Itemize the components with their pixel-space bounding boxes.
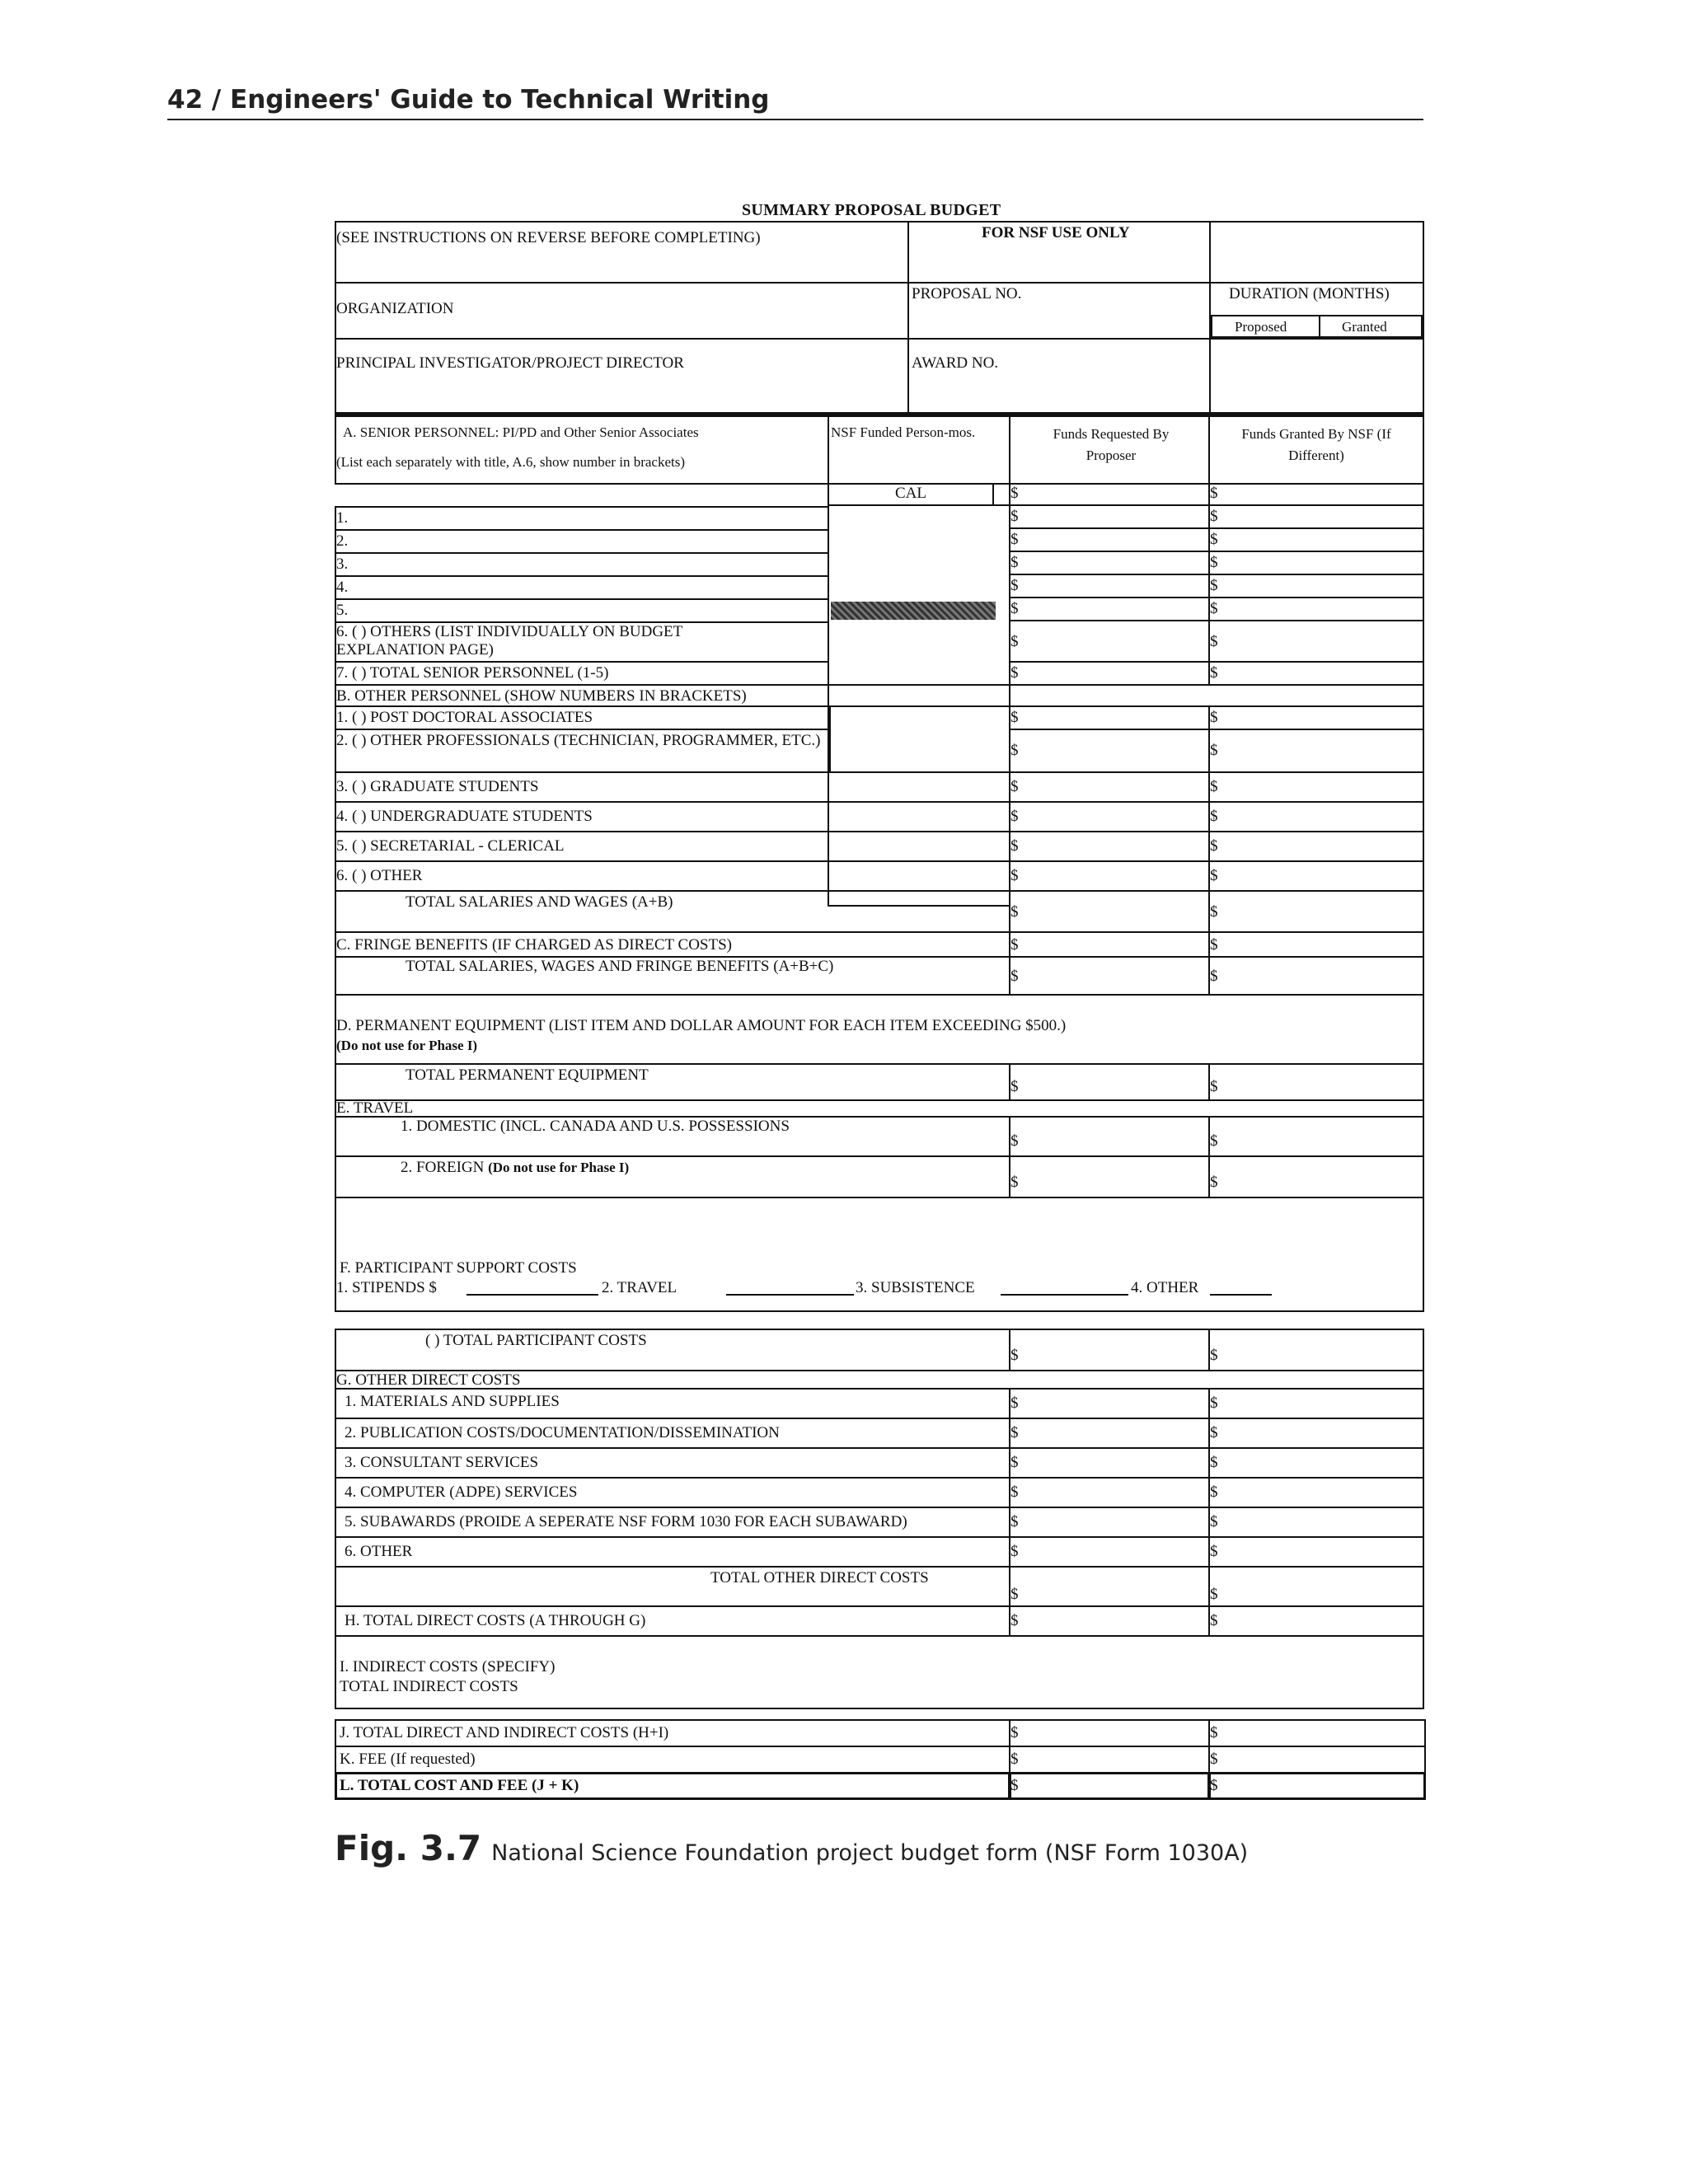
dollar-sign: $ (1010, 867, 1019, 884)
dollar-sign: $ (1210, 778, 1218, 795)
sec-d-label: D. PERMANENT EQUIPMENT (LIST ITEM AND DOLLAR AMOUNT FOR EACH ITEM EXCEEDING $500.) (336, 1017, 1067, 1034)
dollar-sign: $ (1010, 936, 1019, 954)
pi-label: PRINCIPAL INVESTIGATOR/PROJECT DIRECTOR (336, 354, 684, 372)
dollar-sign: $ (1210, 1132, 1218, 1150)
b6-row[interactable] (335, 860, 1010, 892)
e2-label (401, 1159, 629, 1177)
dollar-sign: $ (1010, 1347, 1019, 1364)
a2-requested[interactable] (1009, 527, 1210, 552)
dollar-sign: $ (1010, 1454, 1019, 1471)
sec-l-label: L. TOTAL COST AND FEE (J + K) (340, 1777, 579, 1794)
dollar-sign: $ (1010, 664, 1019, 682)
b4-requested[interactable] (1009, 801, 1210, 832)
dollar-sign: $ (1010, 1750, 1019, 1768)
a6-requested[interactable] (1009, 620, 1210, 663)
a6-granted[interactable] (1208, 620, 1424, 663)
sec-e-label: E. TRAVEL (336, 1099, 414, 1117)
figure-label: Fig. 3.7 (335, 1828, 482, 1868)
g6-row[interactable] (335, 1536, 1010, 1568)
sec-c-label: C. FRINGE BENEFITS (IF CHARGED AS DIRECT COSTS) (336, 936, 732, 954)
dollar-sign: $ (1210, 1586, 1218, 1603)
sec-j-label: J. TOTAL DIRECT AND INDIRECT COSTS (H+I) (340, 1724, 669, 1741)
total-other-direct-granted[interactable] (1208, 1566, 1424, 1607)
dollar-sign: $ (1210, 1394, 1218, 1412)
total-salaries-label: TOTAL SALARIES AND WAGES (A+B) (406, 893, 673, 911)
dollar-sign: $ (1210, 633, 1218, 650)
b2-label: 2. ( ) OTHER PROFESSIONALS (TECHNICIAN, PROGRAMMER, ETC.) (336, 732, 821, 749)
dollar-sign: $ (1210, 1174, 1218, 1191)
b-person-mos-block (829, 705, 1010, 773)
dollar-sign: $ (1010, 1724, 1019, 1741)
nsf-use-only-text: FOR NSF USE ONLY (982, 224, 1130, 241)
g3-requested[interactable] (1009, 1447, 1210, 1479)
g2-granted[interactable] (1208, 1418, 1424, 1449)
dollar-sign: $ (1210, 1724, 1218, 1741)
organization-label: ORGANIZATION (336, 300, 454, 317)
dollar-sign: $ (1210, 968, 1218, 985)
dollar-sign: $ (1210, 664, 1218, 682)
b5-requested[interactable] (1009, 831, 1210, 862)
page-header: 42 / Engineers' Guide to Technical Writing (167, 86, 1423, 120)
f-subsistence-blank[interactable] (1001, 1294, 1128, 1296)
a-cal-requested[interactable] (1009, 483, 1210, 506)
budget-form (335, 221, 1424, 1802)
dollar-sign: $ (1010, 709, 1019, 726)
b3-granted[interactable] (1208, 771, 1424, 803)
dollar-sign: $ (1010, 837, 1019, 855)
dollar-sign: $ (1010, 1513, 1019, 1530)
b2-granted[interactable] (1208, 729, 1424, 773)
dollar-sign: $ (1210, 808, 1218, 825)
dollar-sign: $ (1010, 531, 1019, 548)
dollar-sign: $ (1210, 531, 1218, 548)
sec-k-granted[interactable] (1208, 1746, 1426, 1774)
dollar-sign: $ (1010, 742, 1019, 759)
a-row-3-label: 3. (336, 555, 349, 573)
dollar-sign: $ (1210, 1454, 1218, 1471)
dollar-sign: $ (1210, 1424, 1218, 1441)
b3-requested[interactable] (1009, 771, 1210, 803)
sec-h-granted[interactable] (1208, 1605, 1424, 1637)
g2-requested[interactable] (1009, 1418, 1210, 1449)
e1-requested[interactable] (1009, 1116, 1210, 1157)
sec-j-requested[interactable] (1009, 1719, 1210, 1747)
total-participant-label: ( ) TOTAL PARTICIPANT COSTS (425, 1332, 647, 1349)
pi-field[interactable] (335, 338, 909, 414)
b1-requested[interactable] (1009, 705, 1210, 730)
dollar-sign: $ (1010, 778, 1019, 795)
dollar-sign: $ (1210, 1483, 1218, 1501)
a7-granted[interactable] (1208, 661, 1424, 686)
dollar-sign: $ (1210, 709, 1218, 726)
b6-requested[interactable] (1009, 860, 1210, 892)
a-row-3[interactable] (335, 552, 829, 577)
a-row-7-label: 7. ( ) TOTAL SENIOR PERSONNEL (1-5) (336, 664, 609, 682)
sec-k-label: K. FEE (If requested) (340, 1750, 476, 1768)
dollar-sign: $ (1210, 742, 1218, 759)
e2-granted[interactable] (1208, 1155, 1424, 1198)
b2-requested[interactable] (1009, 729, 1210, 773)
total-other-direct-requested[interactable] (1009, 1566, 1210, 1607)
dollar-sign: $ (1210, 1750, 1218, 1768)
a1-requested[interactable] (1009, 504, 1210, 529)
a5-granted[interactable] (1208, 597, 1424, 621)
dollar-sign: $ (1010, 1174, 1019, 1191)
g3-granted[interactable] (1208, 1447, 1424, 1479)
dollar-sign: $ (1010, 1612, 1019, 1629)
b3-label: 3. ( ) GRADUATE STUDENTS (336, 778, 539, 795)
sec-g-label: G. OTHER DIRECT COSTS (336, 1371, 521, 1389)
sec-l-granted[interactable] (1208, 1772, 1426, 1800)
total-equip-label: TOTAL PERMANENT EQUIPMENT (406, 1066, 649, 1084)
a4-requested[interactable] (1009, 574, 1210, 598)
dollar-sign: $ (1210, 600, 1218, 617)
b4-label: 4. ( ) UNDERGRADUATE STUDENTS (336, 808, 593, 825)
b5-label: 5. ( ) SECRETARIAL - CLERICAL (336, 837, 565, 855)
a-row-5[interactable] (335, 598, 829, 623)
sec-h-requested[interactable] (1009, 1605, 1210, 1637)
dollar-sign: $ (1210, 1612, 1218, 1629)
b1-granted[interactable] (1208, 705, 1424, 730)
dollar-sign: $ (1010, 1394, 1019, 1412)
g6-requested[interactable] (1009, 1536, 1210, 1568)
dollar-sign: $ (1210, 508, 1218, 525)
dollar-sign: $ (1210, 1777, 1218, 1794)
sec-e-title-row (335, 1099, 1424, 1118)
total-participant-granted[interactable] (1208, 1329, 1424, 1371)
g4-requested[interactable] (1009, 1477, 1210, 1508)
total-equip-requested[interactable] (1009, 1063, 1210, 1101)
sec-i-label: I. INDIRECT COSTS (SPECIFY) (340, 1658, 556, 1675)
dollar-sign: $ (1210, 1347, 1218, 1364)
award-no-label: AWARD NO. (912, 354, 999, 372)
total-indirect-label: TOTAL INDIRECT COSTS (340, 1678, 518, 1695)
dollar-sign: $ (1210, 577, 1218, 594)
award-no-field[interactable] (907, 338, 1211, 414)
a-row-1[interactable] (335, 506, 829, 531)
g5-label: 5. SUBAWARDS (PROIDE A SEPERATE NSF FORM 1030 FOR EACH SUBAWARD) (345, 1513, 907, 1530)
dollar-sign: $ (1210, 1513, 1218, 1530)
a-cal-granted[interactable] (1208, 483, 1424, 506)
e2-requested[interactable] (1009, 1155, 1210, 1198)
award-blank-cell (1209, 338, 1424, 414)
g5-requested[interactable] (1009, 1507, 1210, 1538)
a-row-2-label: 2. (336, 532, 349, 550)
dollar-sign: $ (1010, 508, 1019, 525)
f-travel-blank[interactable] (726, 1294, 854, 1296)
total-salaries-requested[interactable] (1009, 890, 1210, 933)
total-other-direct-label: TOTAL OTHER DIRECT COSTS (710, 1569, 929, 1586)
dollar-sign: $ (1210, 1078, 1218, 1095)
g1-label: 1. MATERIALS AND SUPPLIES (345, 1393, 560, 1410)
a2-granted[interactable] (1208, 527, 1424, 552)
sec-a-note: (List each separately with title, A.6, show number in brackets) (336, 454, 685, 470)
g3-label: 3. CONSULTANT SERVICES (345, 1454, 539, 1471)
dollar-sign: $ (1010, 1483, 1019, 1501)
f-travel-label: 2. TRAVEL (602, 1279, 678, 1296)
a4-granted[interactable] (1208, 574, 1424, 598)
dollar-sign: $ (1210, 867, 1218, 884)
dollar-sign: $ (1210, 903, 1218, 921)
dollar-sign: $ (1010, 903, 1019, 921)
a5-requested[interactable] (1009, 597, 1210, 621)
g6-label: 6. OTHER (345, 1543, 413, 1560)
sec-b-title: B. OTHER PERSONNEL (SHOW NUMBERS IN BRACKETS) (336, 687, 747, 705)
shaded-cell (831, 602, 996, 620)
sec-a-title: A. SENIOR PERSONNEL: PI/PD and Other Senior Associates (343, 424, 699, 440)
a-row-4-label: 4. (336, 579, 349, 596)
dollar-sign: $ (1210, 554, 1218, 571)
dollar-sign: $ (1210, 936, 1218, 954)
sec-d-note: (Do not use for Phase I) (336, 1038, 478, 1053)
sec-j-granted[interactable] (1208, 1719, 1426, 1747)
sec-f-label: F. PARTICIPANT SUPPORT COSTS (340, 1259, 577, 1277)
dollar-sign: $ (1210, 485, 1218, 502)
total-salaries-granted[interactable] (1208, 890, 1424, 933)
sec-c-requested[interactable] (1009, 931, 1210, 958)
a3-requested[interactable] (1009, 551, 1210, 575)
duration-proposed-label: Proposed (1235, 319, 1287, 335)
b1-label: 1. ( ) POST DOCTORAL ASSOCIATES (336, 709, 593, 726)
dollar-sign: $ (1010, 633, 1019, 650)
a-row-2[interactable] (335, 529, 829, 554)
f-stipends-blank[interactable] (467, 1294, 598, 1296)
g4-granted[interactable] (1208, 1477, 1424, 1508)
g4-label: 4. COMPUTER (ADPE) SERVICES (345, 1483, 578, 1501)
dollar-sign: $ (1010, 485, 1019, 502)
total-sal-fringe-granted[interactable] (1208, 956, 1424, 996)
instructions-text: (SEE INSTRUCTIONS ON REVERSE BEFORE COMPLETING) (336, 229, 761, 246)
g6-granted[interactable] (1208, 1536, 1424, 1568)
figure-text: National Science Foundation project budget form (NSF Form 1030A) (491, 1840, 1249, 1866)
f-other-label: 4. OTHER (1131, 1279, 1199, 1296)
dollar-sign: $ (1210, 1543, 1218, 1560)
duration-label: DURATION (MONTHS) (1229, 285, 1390, 302)
b4-granted[interactable] (1208, 801, 1424, 832)
dollar-sign: $ (1010, 808, 1019, 825)
f-other-blank[interactable] (1210, 1294, 1272, 1296)
a1-granted[interactable] (1208, 504, 1424, 529)
dollar-sign: $ (1010, 1424, 1019, 1441)
nsf-use-blank-cell (1209, 221, 1424, 284)
e2-note: (Do not use for Phase I) (488, 1160, 630, 1175)
b5-granted[interactable] (1208, 831, 1424, 862)
dollar-sign: $ (1010, 1132, 1019, 1150)
duration-granted-label: Granted (1342, 319, 1387, 335)
f-stipends-label: 1. STIPENDS $ (336, 1279, 437, 1296)
dollar-sign: $ (1010, 1586, 1019, 1603)
sec-c-granted[interactable] (1208, 931, 1424, 958)
total-equip-granted[interactable] (1208, 1063, 1424, 1101)
dollar-sign: $ (1010, 600, 1019, 617)
dollar-sign: $ (1010, 1777, 1019, 1794)
proposal-no-label: PROPOSAL NO. (912, 285, 1022, 302)
b6-granted[interactable] (1208, 860, 1424, 892)
g2-label: 2. PUBLICATION COSTS/DOCUMENTATION/DISSEMINATION (345, 1424, 780, 1441)
f-subsistence-label: 3. SUBSISTENCE (856, 1279, 975, 1296)
figure-caption (335, 1828, 1248, 1868)
b6-label: 6. ( ) OTHER (336, 867, 423, 884)
sec-l-requested[interactable] (1009, 1772, 1210, 1800)
dollar-sign: $ (1210, 837, 1218, 855)
e2-text: 2. FOREIGN (401, 1159, 485, 1176)
total-sal-fringe-requested[interactable] (1009, 956, 1210, 996)
a-row-1-label: 1. (336, 509, 349, 527)
a-row-5-label: 5. (336, 602, 349, 619)
e1-granted[interactable] (1208, 1116, 1424, 1157)
sec-k-requested[interactable] (1009, 1746, 1210, 1774)
dollar-sign: $ (1010, 1078, 1019, 1095)
a7-requested[interactable] (1009, 661, 1210, 686)
dollar-sign: $ (1010, 554, 1019, 571)
e1-label: 1. DOMESTIC (INCL. CANADA AND U.S. POSSESSIONS (401, 1118, 790, 1135)
a3-granted[interactable] (1208, 551, 1424, 575)
col-requested-label: Funds Requested By Proposer (1053, 426, 1170, 463)
g1-granted[interactable] (1208, 1388, 1424, 1419)
sec-h-label: H. TOTAL DIRECT COSTS (A THROUGH G) (345, 1612, 646, 1629)
a-row-4[interactable] (335, 575, 829, 600)
dollar-sign: $ (1010, 577, 1019, 594)
total-sal-fringe-label: TOTAL SALARIES, WAGES AND FRINGE BENEFITS (A+B+C) (406, 958, 834, 975)
cal-label: CAL (895, 485, 926, 502)
form-title: SUMMARY PROPOSAL BUDGET (742, 201, 1001, 219)
g1-requested[interactable] (1009, 1388, 1210, 1419)
g5-granted[interactable] (1208, 1507, 1424, 1538)
col-granted-label: Funds Granted By NSF (If Different) (1241, 426, 1391, 463)
total-participant-requested[interactable] (1009, 1329, 1210, 1371)
a-row-6-label: 6. ( ) OTHERS (LIST INDIVIDUALLY ON BUDGET EXPLANATION PAGE) (336, 623, 682, 658)
dollar-sign: $ (1010, 1543, 1019, 1560)
dollar-sign: $ (1010, 968, 1019, 985)
col-person-mos-label: NSF Funded Person-mos. (831, 424, 976, 440)
